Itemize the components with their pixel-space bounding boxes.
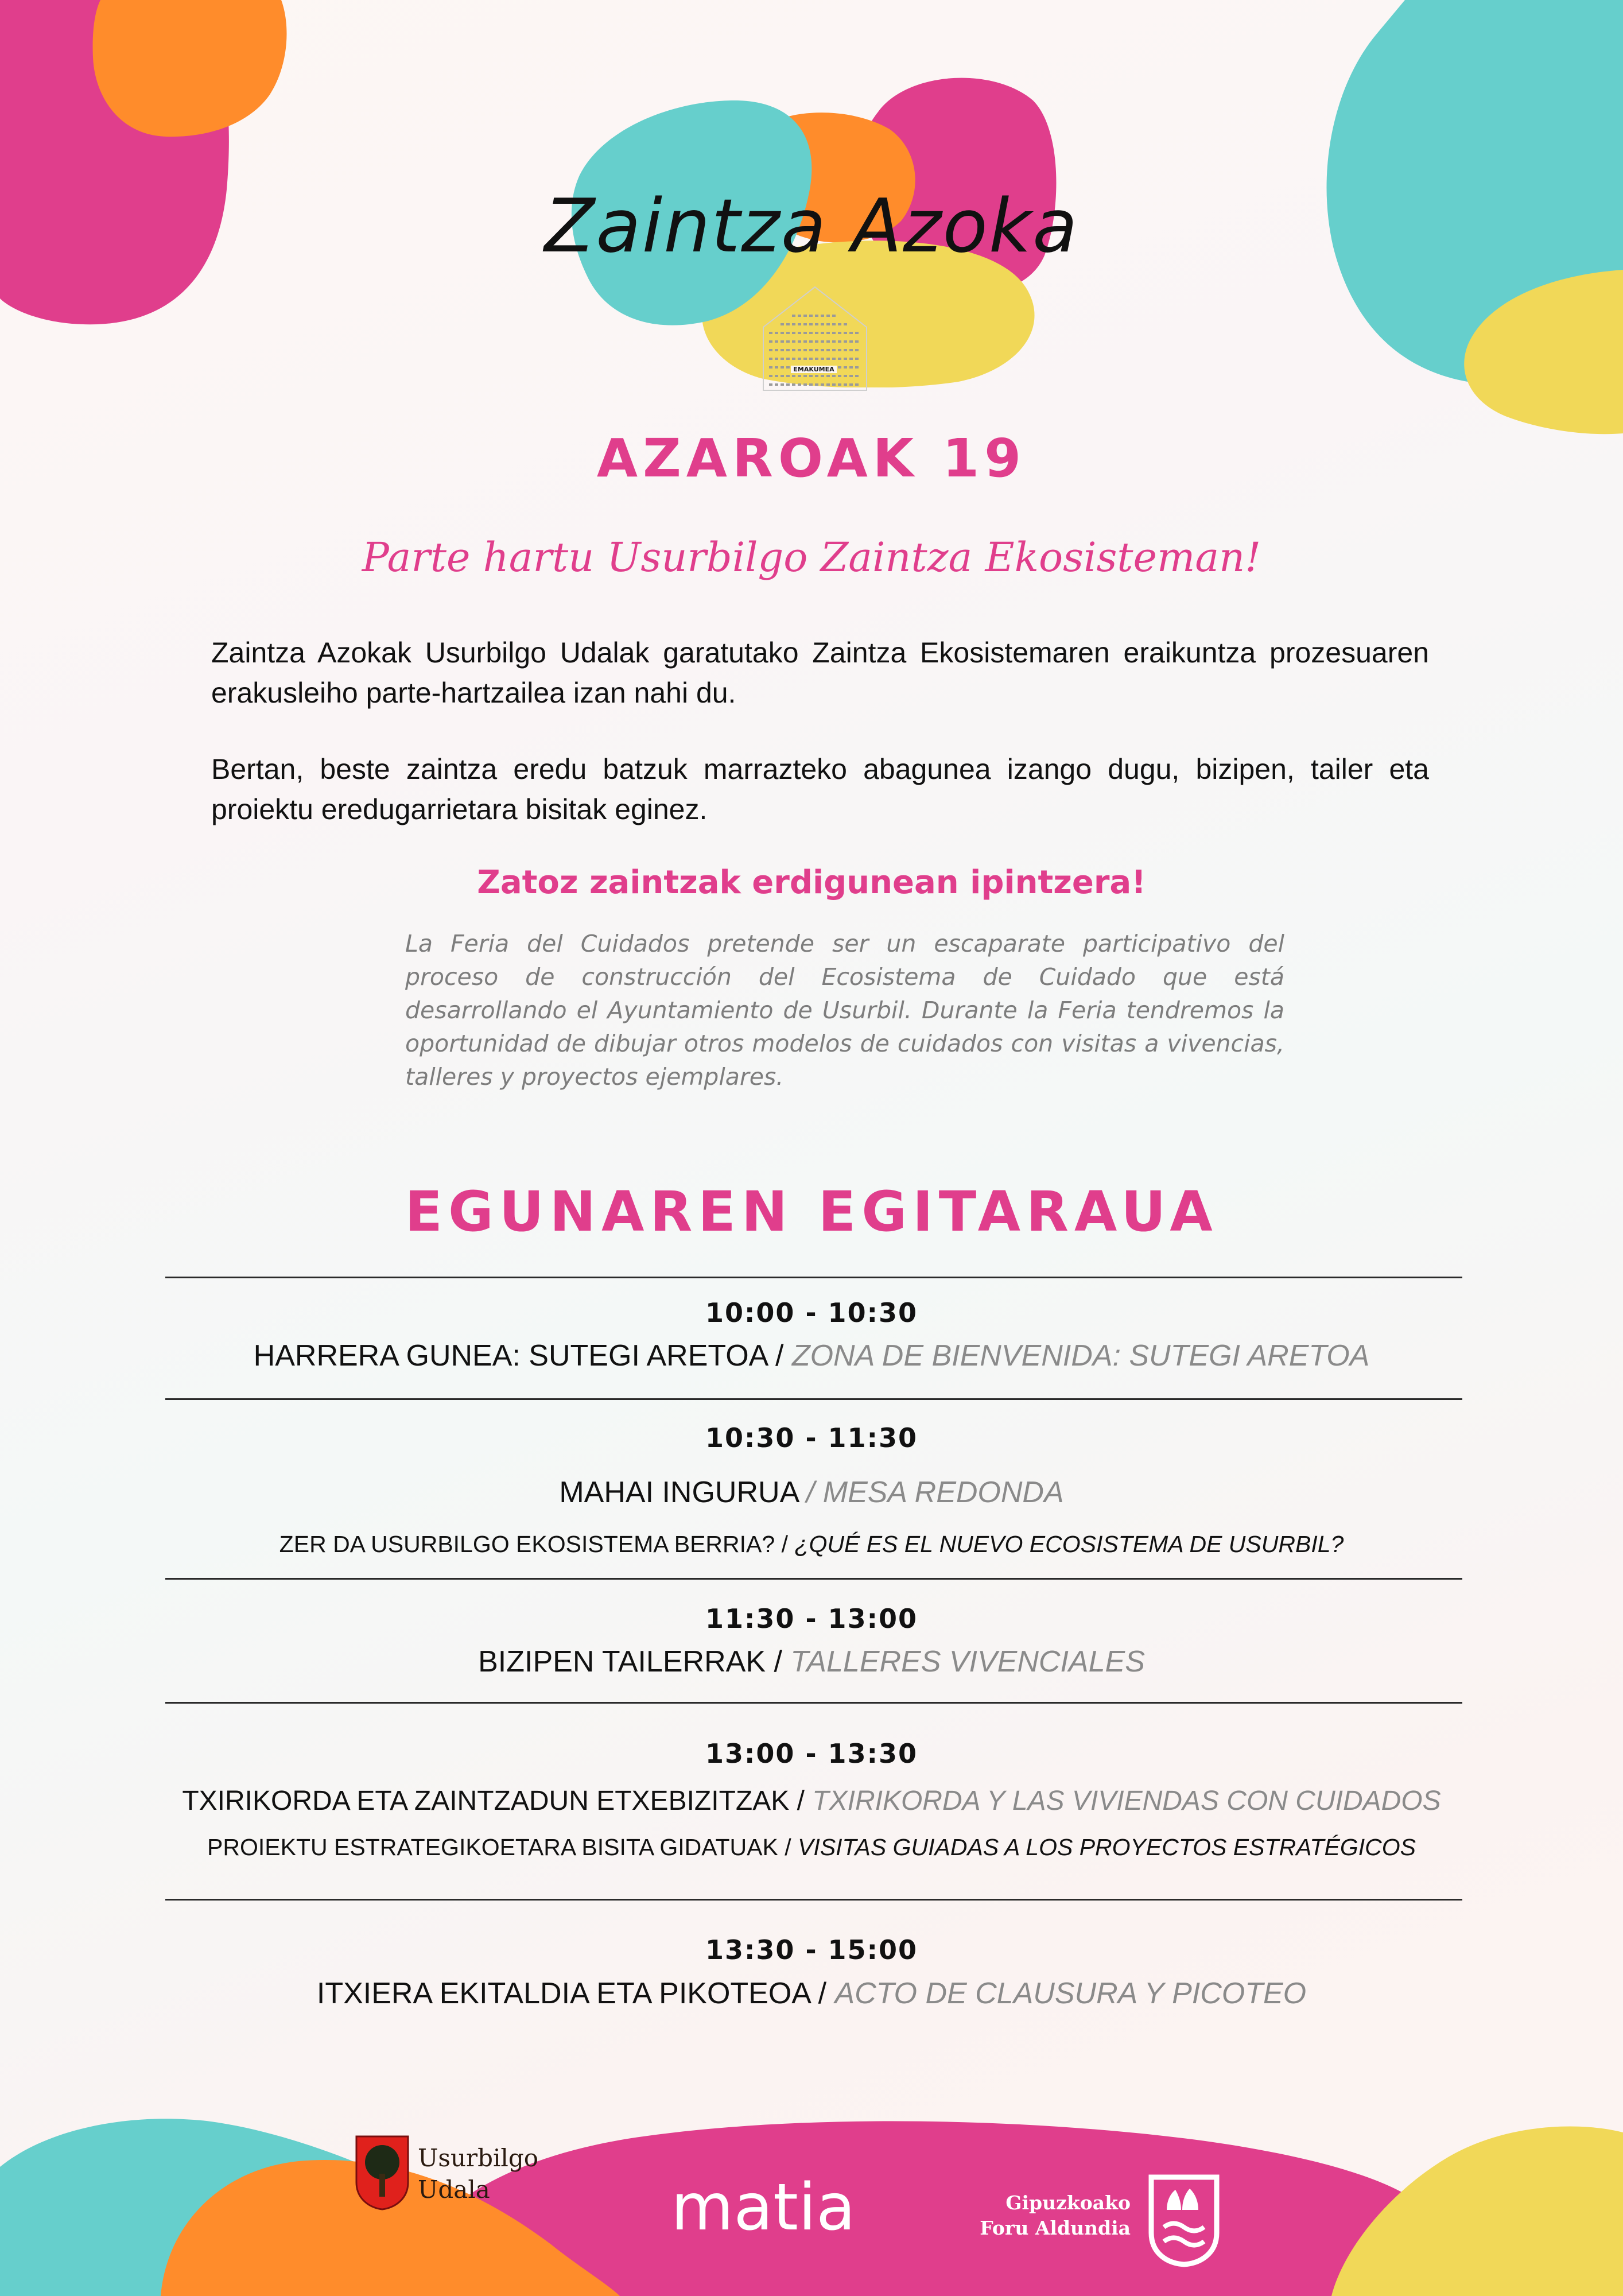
program-title: EGUNAREN EGITARAUA [405,1180,1218,1244]
divider [165,1277,1462,1278]
program-activity [0,1645,1623,1679]
spanish-description: La Feria del Cuidados pretende ser un escaparate participativo del proceso de construcción del Ecosistema de Cuidado que está desarrollando el Ayuntamiento de Usurbil. Durante la Feria tendremos la oportunidad de dibujar otros modelos de cuidados con visitas a vivencias, talleres y proyectos ejemplares. [405,930,1284,1091]
separator: / [781,1531,788,1557]
activity-eu: MAHAI INGURUA [559,1476,798,1509]
usurbil-shield-icon [354,2134,411,2211]
program-activity [0,1976,1623,2011]
separator: / [774,1645,782,1678]
program-activity [0,1475,1623,1510]
program-time: 13:30 - 15:00 [705,1934,918,1965]
house-icon [752,281,878,396]
activity-es: ACTO DE CLAUSURA Y PICOTEO [834,1977,1307,2010]
divider [165,1899,1462,1901]
usurbil-name-line1: Usurbilgo [418,2144,538,2172]
usurbil-name-line2: Udala [418,2175,490,2204]
separator: / [818,1977,827,2010]
intro-paragraph-2: Bertan, beste zaintza eredu batzuk marrazteko abagunea izango dugu, bizipen, tailer eta proiektu eredugarrietara bisitak eginez. [211,753,1429,825]
subtitle: Parte hartu Usurbilgo Zaintza Ekosisteman! [362,534,1261,581]
divider [165,1398,1462,1400]
gipuzkoa-name-line2: Foru Aldundia [980,2217,1131,2239]
program-subactivity [0,1531,1623,1558]
top-left-blobs [0,0,321,344]
callout: Zatoz zaintzak erdigunean ipintzera! [477,864,1146,901]
subactivity-es: ¿QUÉ ES EL NUEVO ECOSISTEMA DE USURBIL? [794,1531,1344,1557]
program-subactivity [0,1834,1623,1861]
program-activity [0,1785,1623,1817]
separator: / [775,1339,784,1372]
program-time: 11:30 - 13:00 [705,1603,918,1634]
activity-eu: BIZIPEN TAILERRAK [478,1645,766,1678]
intro-paragraph-1: Zaintza Azokak Usurbilgo Udalak garatutako Zaintza Ekosistemaren eraikuntza prozesuaren erakusleiho parte-hartzailea izan nahi du. [211,637,1429,709]
separator: / [785,1834,791,1860]
gipuzkoa-shield-icon [1147,2173,1221,2267]
activity-es: ZONA DE BIENVENIDA: SUTEGI ARETOA [791,1339,1370,1372]
activity-eu: ITXIERA EKITALDIA ETA PIKOTEOA [316,1977,810,2010]
matia-logo: matia [671,2170,856,2245]
gipuzkoa-name-line1: Gipuzkoako [1005,2192,1131,2214]
activity-es: TXIRIKORDA Y LAS VIVIENDAS CON CUIDADOS [812,1786,1441,1816]
program-time: 10:30 - 11:30 [705,1422,918,1453]
subactivity-eu: ZER DA USURBILGO EKOSISTEMA BERRIA? [279,1531,775,1557]
program-time: 10:00 - 10:30 [705,1297,918,1328]
logo-tagline: EMAKUMEA [791,366,837,373]
program-time: 13:00 - 13:30 [705,1738,918,1769]
divider [165,1702,1462,1704]
activity-es: TALLERES VIVENCIALES [790,1645,1145,1678]
separator: / [806,1476,815,1509]
event-date: AZAROAK 19 [596,428,1027,489]
separator: / [797,1786,805,1816]
subactivity-eu: PROIEKTU ESTRATEGIKOETARA BISITA GIDATUAK [207,1834,778,1860]
subactivity-es: VISITAS GUIADAS A LOS PROYECTOS ESTRATÉGICOS [798,1834,1416,1860]
program-activity [0,1339,1623,1373]
activity-eu: TXIRIKORDA ETA ZAINTZADUN ETXEBIZITZAK [182,1786,790,1816]
divider [165,1578,1462,1580]
logo-title: Zaintza Azoka [544,184,1079,269]
activity-es: MESA REDONDA [822,1476,1064,1509]
activity-eu: HARRERA GUNEA: SUTEGI ARETOA [253,1339,767,1372]
